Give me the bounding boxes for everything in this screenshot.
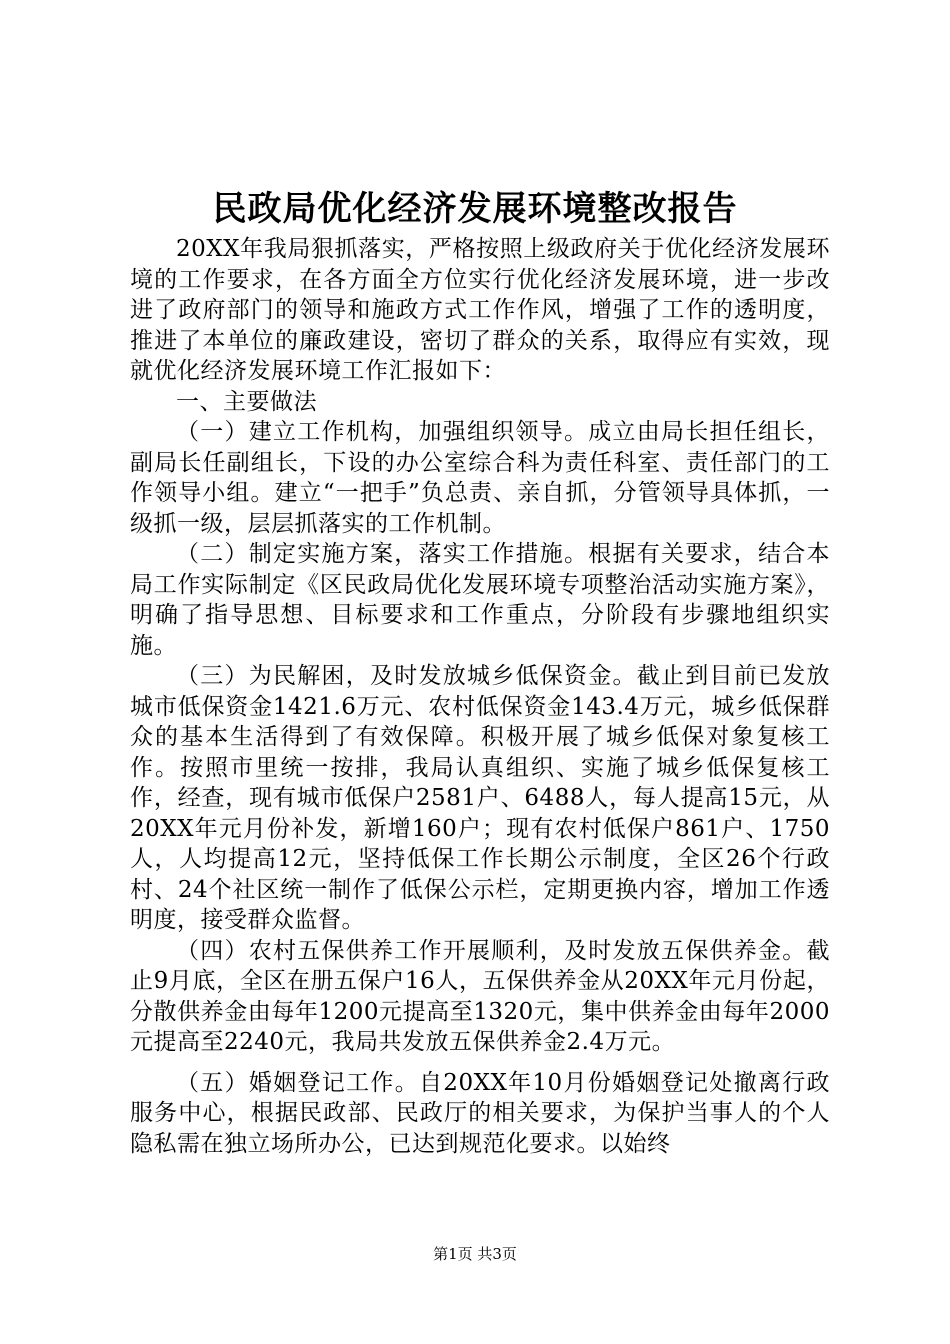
paragraph-item-1: （一）建立工作机构，加强组织领导。成立由局长担任组长，副局长任副组长，下设的办公室综合科为责任科室、责任部门的工作领导小组。建立“一把手”负总责、亲自抓，分管领导具体抓，一级抓一级，层层抓落实的工作机制。 (130, 419, 830, 537)
section-heading-main-practices: 一、主要做法 (176, 388, 317, 415)
page-footer: 第1页 共3页 (433, 1245, 517, 1263)
paragraph-item-2: （二）制定实施方案，落实工作措施。根据有关要求，结合本局工作实际制定《区民政局优化发展环境专项整治活动实施方案》，明确了指导思想、目标要求和工作重点，分阶段有步骤地组织实施。 (130, 541, 830, 659)
paragraph-intro: 20XX年我局狠抓落实，严格按照上级政府关于优化经济发展环境的工作要求，在各方面全方位实行优化经济发展环境，进一步改进了政府部门的领导和施政方式工作作风，增强了工作的透明度，推进了本单位的廉政建设，密切了群众的关系，取得应有实效，现就优化经济发展环境工作汇报如下： (130, 236, 830, 384)
document-title: 民政局优化经济发展环境整改报告 (212, 189, 738, 229)
document-body (130, 234, 830, 1159)
paragraph-item-3: （三）为民解困，及时发放城乡低保资金。截止到目前已发放城市低保资金1421.6万元、农村低保资金143.4万元，城乡低保群众的基本生活得到了有效保障。积极开展了城乡低保对象复核工作。按照市里统一按排，我局认真组织、实施了城乡低保复核工作，经查，现有城市低保户2581户、6488人，每人提高15元，从20XX年元月份补发，新增160户；现有农村低保户861户、1750人，人均提高12元，坚持低保工作长期公示制度，全区26个行政村、24个社区统一制作了低保公示栏，定期更换内容，增加工作透明度，接受群众监督。 (130, 663, 830, 933)
paragraph-item-4: （四）农村五保供养工作开展顺利，及时发放五保供养金。截止9月底，全区在册五保户16人，五保供养金从20XX年元月份起，分散供养金由每年1200元提高至1320元，集中供养金由每年2000元提高至2240元，我局共发放五保供养金2.4万元。 (130, 937, 830, 1055)
paragraph-item-5: （五）婚姻登记工作。自20XX年10月份婚姻登记处撤离行政服务中心，根据民政部、民政厅的相关要求，为保护当事人的个人隐私需在独立场所办公，已达到规范化要求。以始终 (130, 1069, 830, 1157)
